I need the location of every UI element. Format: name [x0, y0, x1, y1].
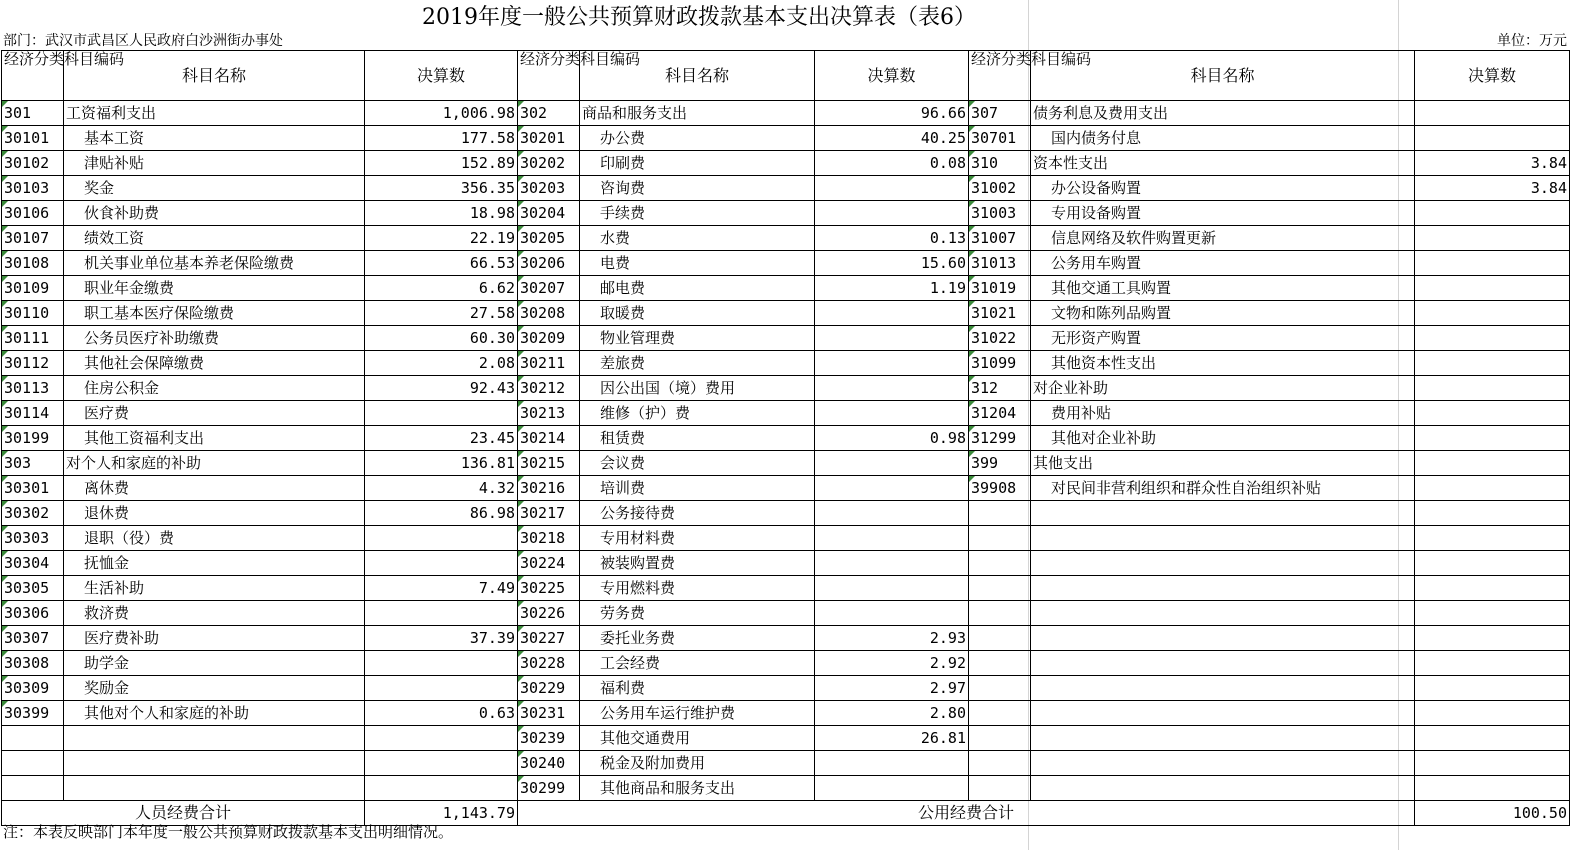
amount-cell-2[interactable] — [815, 301, 969, 326]
name-cell-1[interactable]: 对个人和家庭的补助 — [64, 451, 365, 476]
amount-cell-2[interactable]: 26.81 — [815, 726, 969, 751]
amount-cell-3[interactable] — [1415, 351, 1570, 376]
name-cell-2[interactable]: 办公费 — [580, 126, 815, 151]
code-cell-1[interactable]: 30306 — [2, 601, 64, 626]
amount-cell-2[interactable]: 40.25 — [815, 126, 969, 151]
code-cell-2[interactable]: 30211 — [518, 351, 580, 376]
name-cell-3[interactable] — [1031, 501, 1415, 526]
code-cell-2[interactable]: 30212 — [518, 376, 580, 401]
name-cell-1[interactable]: 医疗费补助 — [64, 626, 365, 651]
header-name-3[interactable]: 科目名称 — [1031, 51, 1415, 101]
code-cell-2[interactable]: 30228 — [518, 651, 580, 676]
code-cell-1[interactable]: 30114 — [2, 401, 64, 426]
code-cell-3[interactable] — [969, 551, 1031, 576]
name-cell-1[interactable]: 津贴补贴 — [64, 151, 365, 176]
code-cell-3[interactable]: 312 — [969, 376, 1031, 401]
amount-cell-3[interactable] — [1415, 701, 1570, 726]
amount-cell-1[interactable] — [365, 776, 518, 801]
name-cell-3[interactable]: 其他对企业补助 — [1031, 426, 1415, 451]
table-row — [2, 776, 1570, 801]
code-cell-2[interactable]: 30209 — [518, 326, 580, 351]
name-cell-3[interactable] — [1031, 701, 1415, 726]
code-cell-2[interactable]: 30231 — [518, 701, 580, 726]
amount-cell-3[interactable] — [1415, 501, 1570, 526]
amount-cell-3[interactable] — [1415, 376, 1570, 401]
department-label: 部门：武汉市武昌区人民政府白沙洲街办事处 — [3, 33, 283, 49]
table-row — [2, 326, 1570, 351]
table-row — [2, 251, 1570, 276]
code-cell-1[interactable]: 30301 — [2, 476, 64, 501]
name-cell-1[interactable]: 奖金 — [64, 176, 365, 201]
amount-cell-2[interactable]: 2.80 — [815, 701, 969, 726]
code-cell-1[interactable]: 30106 — [2, 201, 64, 226]
amount-cell-1[interactable]: 0.63 — [365, 701, 518, 726]
amount-cell-2[interactable] — [815, 326, 969, 351]
personnel-total-amount[interactable]: 1,143.79 — [365, 801, 518, 826]
table-row — [2, 276, 1570, 301]
amount-cell-3[interactable] — [1415, 251, 1570, 276]
code-cell-3[interactable]: 31022 — [969, 326, 1031, 351]
table-row — [2, 101, 1570, 126]
table-row — [2, 301, 1570, 326]
amount-cell-2[interactable] — [815, 601, 969, 626]
name-cell-2[interactable]: 电费 — [580, 251, 815, 276]
name-cell-2[interactable]: 维修（护）费 — [580, 401, 815, 426]
code-cell-2[interactable]: 30205 — [518, 226, 580, 251]
name-cell-3[interactable]: 公务用车购置 — [1031, 251, 1415, 276]
code-cell-1[interactable]: 30302 — [2, 501, 64, 526]
name-cell-2[interactable]: 委托业务费 — [580, 626, 815, 651]
name-cell-2[interactable]: 其他商品和服务支出 — [580, 776, 815, 801]
code-cell-1[interactable]: 30103 — [2, 176, 64, 201]
table-row — [2, 401, 1570, 426]
code-cell-3[interactable]: 30701 — [969, 126, 1031, 151]
table-row — [2, 451, 1570, 476]
code-cell-3[interactable] — [969, 651, 1031, 676]
amount-cell-2[interactable]: 96.66 — [815, 101, 969, 126]
table-row — [2, 676, 1570, 701]
amount-cell-2[interactable] — [815, 451, 969, 476]
code-cell-1[interactable]: 30309 — [2, 676, 64, 701]
name-cell-1[interactable]: 助学金 — [64, 651, 365, 676]
amount-cell-1[interactable]: 60.30 — [365, 326, 518, 351]
public-total-label[interactable]: 公用经费合计 — [518, 801, 1415, 826]
code-cell-2[interactable]: 30203 — [518, 176, 580, 201]
amount-cell-2[interactable] — [815, 501, 969, 526]
name-cell-2[interactable]: 取暖费 — [580, 301, 815, 326]
name-cell-3[interactable]: 办公设备购置 — [1031, 176, 1415, 201]
name-cell-3[interactable]: 国内债务付息 — [1031, 126, 1415, 151]
amount-cell-3[interactable] — [1415, 226, 1570, 251]
name-cell-1[interactable]: 其他对个人和家庭的补助 — [64, 701, 365, 726]
name-cell-1[interactable]: 奖励金 — [64, 676, 365, 701]
name-cell-2[interactable]: 会议费 — [580, 451, 815, 476]
name-cell-1[interactable]: 其他工资福利支出 — [64, 426, 365, 451]
code-cell-1[interactable]: 30102 — [2, 151, 64, 176]
amount-cell-3[interactable] — [1415, 526, 1570, 551]
name-cell-3[interactable]: 无形资产购置 — [1031, 326, 1415, 351]
amount-cell-1[interactable]: 4.32 — [365, 476, 518, 501]
amount-cell-2[interactable] — [815, 751, 969, 776]
code-cell-2[interactable]: 30204 — [518, 201, 580, 226]
code-cell-2[interactable]: 30215 — [518, 451, 580, 476]
personnel-total-label[interactable]: 人员经费合计 — [2, 801, 365, 826]
amount-cell-1[interactable]: 86.98 — [365, 501, 518, 526]
code-cell-3[interactable] — [969, 676, 1031, 701]
name-cell-2[interactable]: 租赁费 — [580, 426, 815, 451]
public-total-amount[interactable]: 100.50 — [1415, 801, 1570, 826]
code-cell-3[interactable]: 31204 — [969, 401, 1031, 426]
code-cell-3[interactable]: 31021 — [969, 301, 1031, 326]
amount-cell-2[interactable] — [815, 776, 969, 801]
amount-cell-3[interactable] — [1415, 626, 1570, 651]
name-cell-3[interactable] — [1031, 651, 1415, 676]
amount-cell-3[interactable] — [1415, 451, 1570, 476]
amount-cell-3[interactable] — [1415, 201, 1570, 226]
amount-cell-3[interactable] — [1415, 126, 1570, 151]
code-cell-1[interactable]: 30101 — [2, 126, 64, 151]
header-amount-1[interactable]: 决算数 — [365, 51, 518, 101]
name-cell-2[interactable]: 专用材料费 — [580, 526, 815, 551]
amount-cell-2[interactable]: 2.97 — [815, 676, 969, 701]
amount-cell-3[interactable] — [1415, 751, 1570, 776]
name-cell-3[interactable]: 文物和陈列品购置 — [1031, 301, 1415, 326]
amount-cell-3[interactable] — [1415, 676, 1570, 701]
name-cell-2[interactable]: 劳务费 — [580, 601, 815, 626]
name-cell-2[interactable]: 培训费 — [580, 476, 815, 501]
amount-cell-2[interactable]: 1.19 — [815, 276, 969, 301]
amount-cell-1[interactable] — [365, 601, 518, 626]
name-cell-3[interactable] — [1031, 726, 1415, 751]
code-cell-1[interactable] — [2, 751, 64, 776]
amount-cell-3[interactable] — [1415, 476, 1570, 501]
table-row — [2, 651, 1570, 676]
table-row — [2, 426, 1570, 451]
code-cell-2[interactable]: 30208 — [518, 301, 580, 326]
amount-cell-3[interactable] — [1415, 101, 1570, 126]
name-cell-2[interactable]: 差旅费 — [580, 351, 815, 376]
code-cell-3[interactable]: 31099 — [969, 351, 1031, 376]
amount-cell-3[interactable]: 3.84 — [1415, 176, 1570, 201]
name-cell-3[interactable] — [1031, 551, 1415, 576]
unit-label: 单位：万元 — [1497, 33, 1567, 49]
name-cell-2[interactable]: 其他交通费用 — [580, 726, 815, 751]
table-row — [2, 576, 1570, 601]
name-cell-1[interactable]: 绩效工资 — [64, 226, 365, 251]
amount-cell-2[interactable] — [815, 376, 969, 401]
amount-cell-1[interactable] — [365, 651, 518, 676]
name-cell-2[interactable]: 被装购置费 — [580, 551, 815, 576]
amount-cell-2[interactable]: 0.13 — [815, 226, 969, 251]
table-row — [2, 726, 1570, 751]
name-cell-1[interactable]: 工资福利支出 — [64, 101, 365, 126]
name-cell-3[interactable] — [1031, 776, 1415, 801]
name-cell-2[interactable]: 福利费 — [580, 676, 815, 701]
name-cell-1[interactable]: 生活补助 — [64, 576, 365, 601]
amount-cell-1[interactable]: 177.58 — [365, 126, 518, 151]
amount-cell-3[interactable] — [1415, 401, 1570, 426]
header-code-3[interactable]: 经济分类科目编码 — [969, 51, 1031, 101]
amount-cell-2[interactable] — [815, 176, 969, 201]
name-cell-1[interactable]: 伙食补助费 — [64, 201, 365, 226]
amount-cell-1[interactable]: 27.58 — [365, 301, 518, 326]
header-amount-2[interactable]: 决算数 — [815, 51, 969, 101]
code-cell-2[interactable]: 30207 — [518, 276, 580, 301]
name-cell-3[interactable] — [1031, 576, 1415, 601]
code-cell-3[interactable]: 31019 — [969, 276, 1031, 301]
code-cell-3[interactable] — [969, 776, 1031, 801]
footnote: 注：本表反映部门本年度一般公共预算财政拨款基本支出明细情况。 — [3, 823, 454, 841]
amount-cell-1[interactable]: 22.19 — [365, 226, 518, 251]
table-row — [2, 201, 1570, 226]
code-cell-3[interactable]: 31299 — [969, 426, 1031, 451]
code-cell-3[interactable]: 399 — [969, 451, 1031, 476]
name-cell-3[interactable]: 资本性支出 — [1031, 151, 1415, 176]
amount-cell-2[interactable] — [815, 576, 969, 601]
code-cell-1[interactable]: 301 — [2, 101, 64, 126]
name-cell-1[interactable]: 住房公积金 — [64, 376, 365, 401]
code-cell-3[interactable]: 31003 — [969, 201, 1031, 226]
amount-cell-1[interactable] — [365, 751, 518, 776]
code-cell-1[interactable]: 30113 — [2, 376, 64, 401]
name-cell-2[interactable]: 邮电费 — [580, 276, 815, 301]
code-cell-2[interactable]: 30239 — [518, 726, 580, 751]
name-cell-3[interactable]: 债务利息及费用支出 — [1031, 101, 1415, 126]
code-cell-2[interactable]: 30201 — [518, 126, 580, 151]
amount-cell-3[interactable] — [1415, 776, 1570, 801]
code-cell-3[interactable]: 310 — [969, 151, 1031, 176]
table-row — [2, 376, 1570, 401]
name-cell-2[interactable]: 咨询费 — [580, 176, 815, 201]
name-cell-3[interactable] — [1031, 751, 1415, 776]
code-cell-3[interactable] — [969, 526, 1031, 551]
name-cell-2[interactable]: 税金及附加费用 — [580, 751, 815, 776]
table-row — [2, 151, 1570, 176]
amount-cell-1[interactable]: 136.81 — [365, 451, 518, 476]
table-row — [2, 601, 1570, 626]
amount-cell-3[interactable] — [1415, 276, 1570, 301]
header-amount-3[interactable]: 决算数 — [1415, 51, 1570, 101]
table-row — [2, 526, 1570, 551]
name-cell-3[interactable]: 其他交通工具购置 — [1031, 276, 1415, 301]
code-cell-2[interactable]: 30227 — [518, 626, 580, 651]
amount-cell-2[interactable] — [815, 551, 969, 576]
amount-cell-3[interactable] — [1415, 551, 1570, 576]
amount-cell-3[interactable] — [1415, 326, 1570, 351]
amount-cell-3[interactable] — [1415, 301, 1570, 326]
code-cell-2[interactable]: 30218 — [518, 526, 580, 551]
code-cell-3[interactable] — [969, 626, 1031, 651]
amount-cell-1[interactable]: 66.53 — [365, 251, 518, 276]
table-row — [2, 126, 1570, 151]
code-cell-1[interactable] — [2, 776, 64, 801]
code-cell-1[interactable]: 30303 — [2, 526, 64, 551]
amount-cell-2[interactable]: 2.93 — [815, 626, 969, 651]
code-cell-1[interactable]: 30112 — [2, 351, 64, 376]
header-code-1[interactable]: 经济分类科目编码 — [2, 51, 64, 101]
name-cell-1[interactable]: 抚恤金 — [64, 551, 365, 576]
name-cell-1[interactable] — [64, 726, 365, 751]
name-cell-1[interactable]: 退职（役）费 — [64, 526, 365, 551]
amount-cell-1[interactable]: 37.39 — [365, 626, 518, 651]
code-cell-3[interactable]: 31007 — [969, 226, 1031, 251]
name-cell-1[interactable]: 救济费 — [64, 601, 365, 626]
amount-cell-2[interactable] — [815, 476, 969, 501]
header-code-2[interactable]: 经济分类科目编码 — [518, 51, 580, 101]
code-cell-2[interactable]: 30226 — [518, 601, 580, 626]
amount-cell-1[interactable] — [365, 401, 518, 426]
header-name-2[interactable]: 科目名称 — [580, 51, 815, 101]
amount-cell-3[interactable] — [1415, 426, 1570, 451]
name-cell-1[interactable]: 职业年金缴费 — [64, 276, 365, 301]
name-cell-3[interactable]: 对民间非营利组织和群众性自治组织补贴 — [1031, 476, 1415, 501]
code-cell-3[interactable]: 307 — [969, 101, 1031, 126]
code-cell-2[interactable]: 30224 — [518, 551, 580, 576]
name-cell-2[interactable]: 手续费 — [580, 201, 815, 226]
amount-cell-1[interactable]: 7.49 — [365, 576, 518, 601]
table-row — [2, 226, 1570, 251]
name-cell-1[interactable]: 职工基本医疗保险缴费 — [64, 301, 365, 326]
name-cell-1[interactable]: 离休费 — [64, 476, 365, 501]
code-cell-3[interactable] — [969, 601, 1031, 626]
code-cell-3[interactable] — [969, 576, 1031, 601]
table-row — [2, 476, 1570, 501]
amount-cell-2[interactable] — [815, 201, 969, 226]
code-cell-1[interactable]: 30110 — [2, 301, 64, 326]
code-cell-2[interactable]: 30216 — [518, 476, 580, 501]
code-cell-1[interactable]: 30308 — [2, 651, 64, 676]
code-cell-1[interactable] — [2, 726, 64, 751]
code-cell-1[interactable]: 30305 — [2, 576, 64, 601]
code-cell-2[interactable]: 30299 — [518, 776, 580, 801]
amount-cell-2[interactable]: 15.60 — [815, 251, 969, 276]
amount-cell-1[interactable] — [365, 676, 518, 701]
code-cell-2[interactable]: 30225 — [518, 576, 580, 601]
name-cell-1[interactable]: 医疗费 — [64, 401, 365, 426]
name-cell-3[interactable] — [1031, 626, 1415, 651]
amount-cell-2[interactable] — [815, 526, 969, 551]
name-cell-3[interactable]: 其他支出 — [1031, 451, 1415, 476]
code-cell-2[interactable]: 30206 — [518, 251, 580, 276]
amount-cell-3[interactable]: 3.84 — [1415, 151, 1570, 176]
code-cell-1[interactable]: 30307 — [2, 626, 64, 651]
name-cell-1[interactable]: 机关事业单位基本养老保险缴费 — [64, 251, 365, 276]
amount-cell-1[interactable]: 6.62 — [365, 276, 518, 301]
name-cell-3[interactable]: 费用补贴 — [1031, 401, 1415, 426]
name-cell-3[interactable] — [1031, 676, 1415, 701]
amount-cell-1[interactable]: 23.45 — [365, 426, 518, 451]
code-cell-1[interactable]: 30199 — [2, 426, 64, 451]
amount-cell-3[interactable] — [1415, 576, 1570, 601]
name-cell-1[interactable]: 公务员医疗补助缴费 — [64, 326, 365, 351]
table-row — [2, 626, 1570, 651]
amount-cell-3[interactable] — [1415, 601, 1570, 626]
code-cell-2[interactable]: 30214 — [518, 426, 580, 451]
table-row — [2, 176, 1570, 201]
name-cell-1[interactable] — [64, 751, 365, 776]
amount-cell-1[interactable]: 2.08 — [365, 351, 518, 376]
name-cell-3[interactable]: 信息网络及软件购置更新 — [1031, 226, 1415, 251]
amount-cell-2[interactable] — [815, 351, 969, 376]
name-cell-3[interactable]: 专用设备购置 — [1031, 201, 1415, 226]
table-row — [2, 751, 1570, 776]
name-cell-2[interactable]: 因公出国（境）费用 — [580, 376, 815, 401]
amount-cell-1[interactable]: 92.43 — [365, 376, 518, 401]
name-cell-1[interactable]: 其他社会保障缴费 — [64, 351, 365, 376]
page-title: 2019年度一般公共预算财政拨款基本支出决算表（表6） — [422, 5, 976, 30]
budget-table — [1, 50, 1570, 826]
table-row — [2, 351, 1570, 376]
name-cell-1[interactable]: 退休费 — [64, 501, 365, 526]
name-cell-2[interactable]: 专用燃料费 — [580, 576, 815, 601]
name-cell-2[interactable]: 水费 — [580, 226, 815, 251]
name-cell-2[interactable]: 印刷费 — [580, 151, 815, 176]
amount-cell-2[interactable]: 2.92 — [815, 651, 969, 676]
code-cell-1[interactable]: 30107 — [2, 226, 64, 251]
name-cell-3[interactable]: 其他资本性支出 — [1031, 351, 1415, 376]
code-cell-3[interactable]: 39908 — [969, 476, 1031, 501]
header-name-1[interactable]: 科目名称 — [64, 51, 365, 101]
name-cell-3[interactable] — [1031, 526, 1415, 551]
amount-cell-1[interactable]: 152.89 — [365, 151, 518, 176]
code-cell-2[interactable]: 30202 — [518, 151, 580, 176]
code-cell-2[interactable]: 30217 — [518, 501, 580, 526]
header-row — [2, 51, 1570, 101]
amount-cell-2[interactable] — [815, 401, 969, 426]
name-cell-2[interactable]: 公务用车运行维护费 — [580, 701, 815, 726]
name-cell-3[interactable] — [1031, 601, 1415, 626]
code-cell-3[interactable] — [969, 701, 1031, 726]
name-cell-1[interactable]: 基本工资 — [64, 126, 365, 151]
code-cell-1[interactable]: 30109 — [2, 276, 64, 301]
amount-cell-1[interactable]: 1,006.98 — [365, 101, 518, 126]
amount-cell-1[interactable] — [365, 551, 518, 576]
amount-cell-1[interactable]: 18.98 — [365, 201, 518, 226]
name-cell-2[interactable]: 物业管理费 — [580, 326, 815, 351]
code-cell-1[interactable]: 30399 — [2, 701, 64, 726]
code-cell-3[interactable] — [969, 501, 1031, 526]
amount-cell-3[interactable] — [1415, 726, 1570, 751]
code-cell-2[interactable]: 30213 — [518, 401, 580, 426]
code-cell-1[interactable]: 303 — [2, 451, 64, 476]
code-cell-1[interactable]: 30304 — [2, 551, 64, 576]
name-cell-2[interactable]: 公务接待费 — [580, 501, 815, 526]
amount-cell-1[interactable]: 356.35 — [365, 176, 518, 201]
amount-cell-3[interactable] — [1415, 651, 1570, 676]
code-cell-3[interactable] — [969, 726, 1031, 751]
name-cell-1[interactable] — [64, 776, 365, 801]
code-cell-3[interactable]: 31002 — [969, 176, 1031, 201]
name-cell-2[interactable]: 工会经费 — [580, 651, 815, 676]
amount-cell-2[interactable]: 0.08 — [815, 151, 969, 176]
amount-cell-2[interactable]: 0.98 — [815, 426, 969, 451]
table-row — [2, 551, 1570, 576]
code-cell-3[interactable] — [969, 751, 1031, 776]
name-cell-2[interactable]: 商品和服务支出 — [580, 101, 815, 126]
code-cell-1[interactable]: 30108 — [2, 251, 64, 276]
name-cell-3[interactable]: 对企业补助 — [1031, 376, 1415, 401]
table-row — [2, 701, 1570, 726]
code-cell-3[interactable]: 31013 — [969, 251, 1031, 276]
amount-cell-1[interactable] — [365, 526, 518, 551]
code-cell-2[interactable]: 30229 — [518, 676, 580, 701]
amount-cell-1[interactable] — [365, 726, 518, 751]
code-cell-2[interactable]: 302 — [518, 101, 580, 126]
table-row — [2, 501, 1570, 526]
code-cell-1[interactable]: 30111 — [2, 326, 64, 351]
code-cell-2[interactable]: 30240 — [518, 751, 580, 776]
